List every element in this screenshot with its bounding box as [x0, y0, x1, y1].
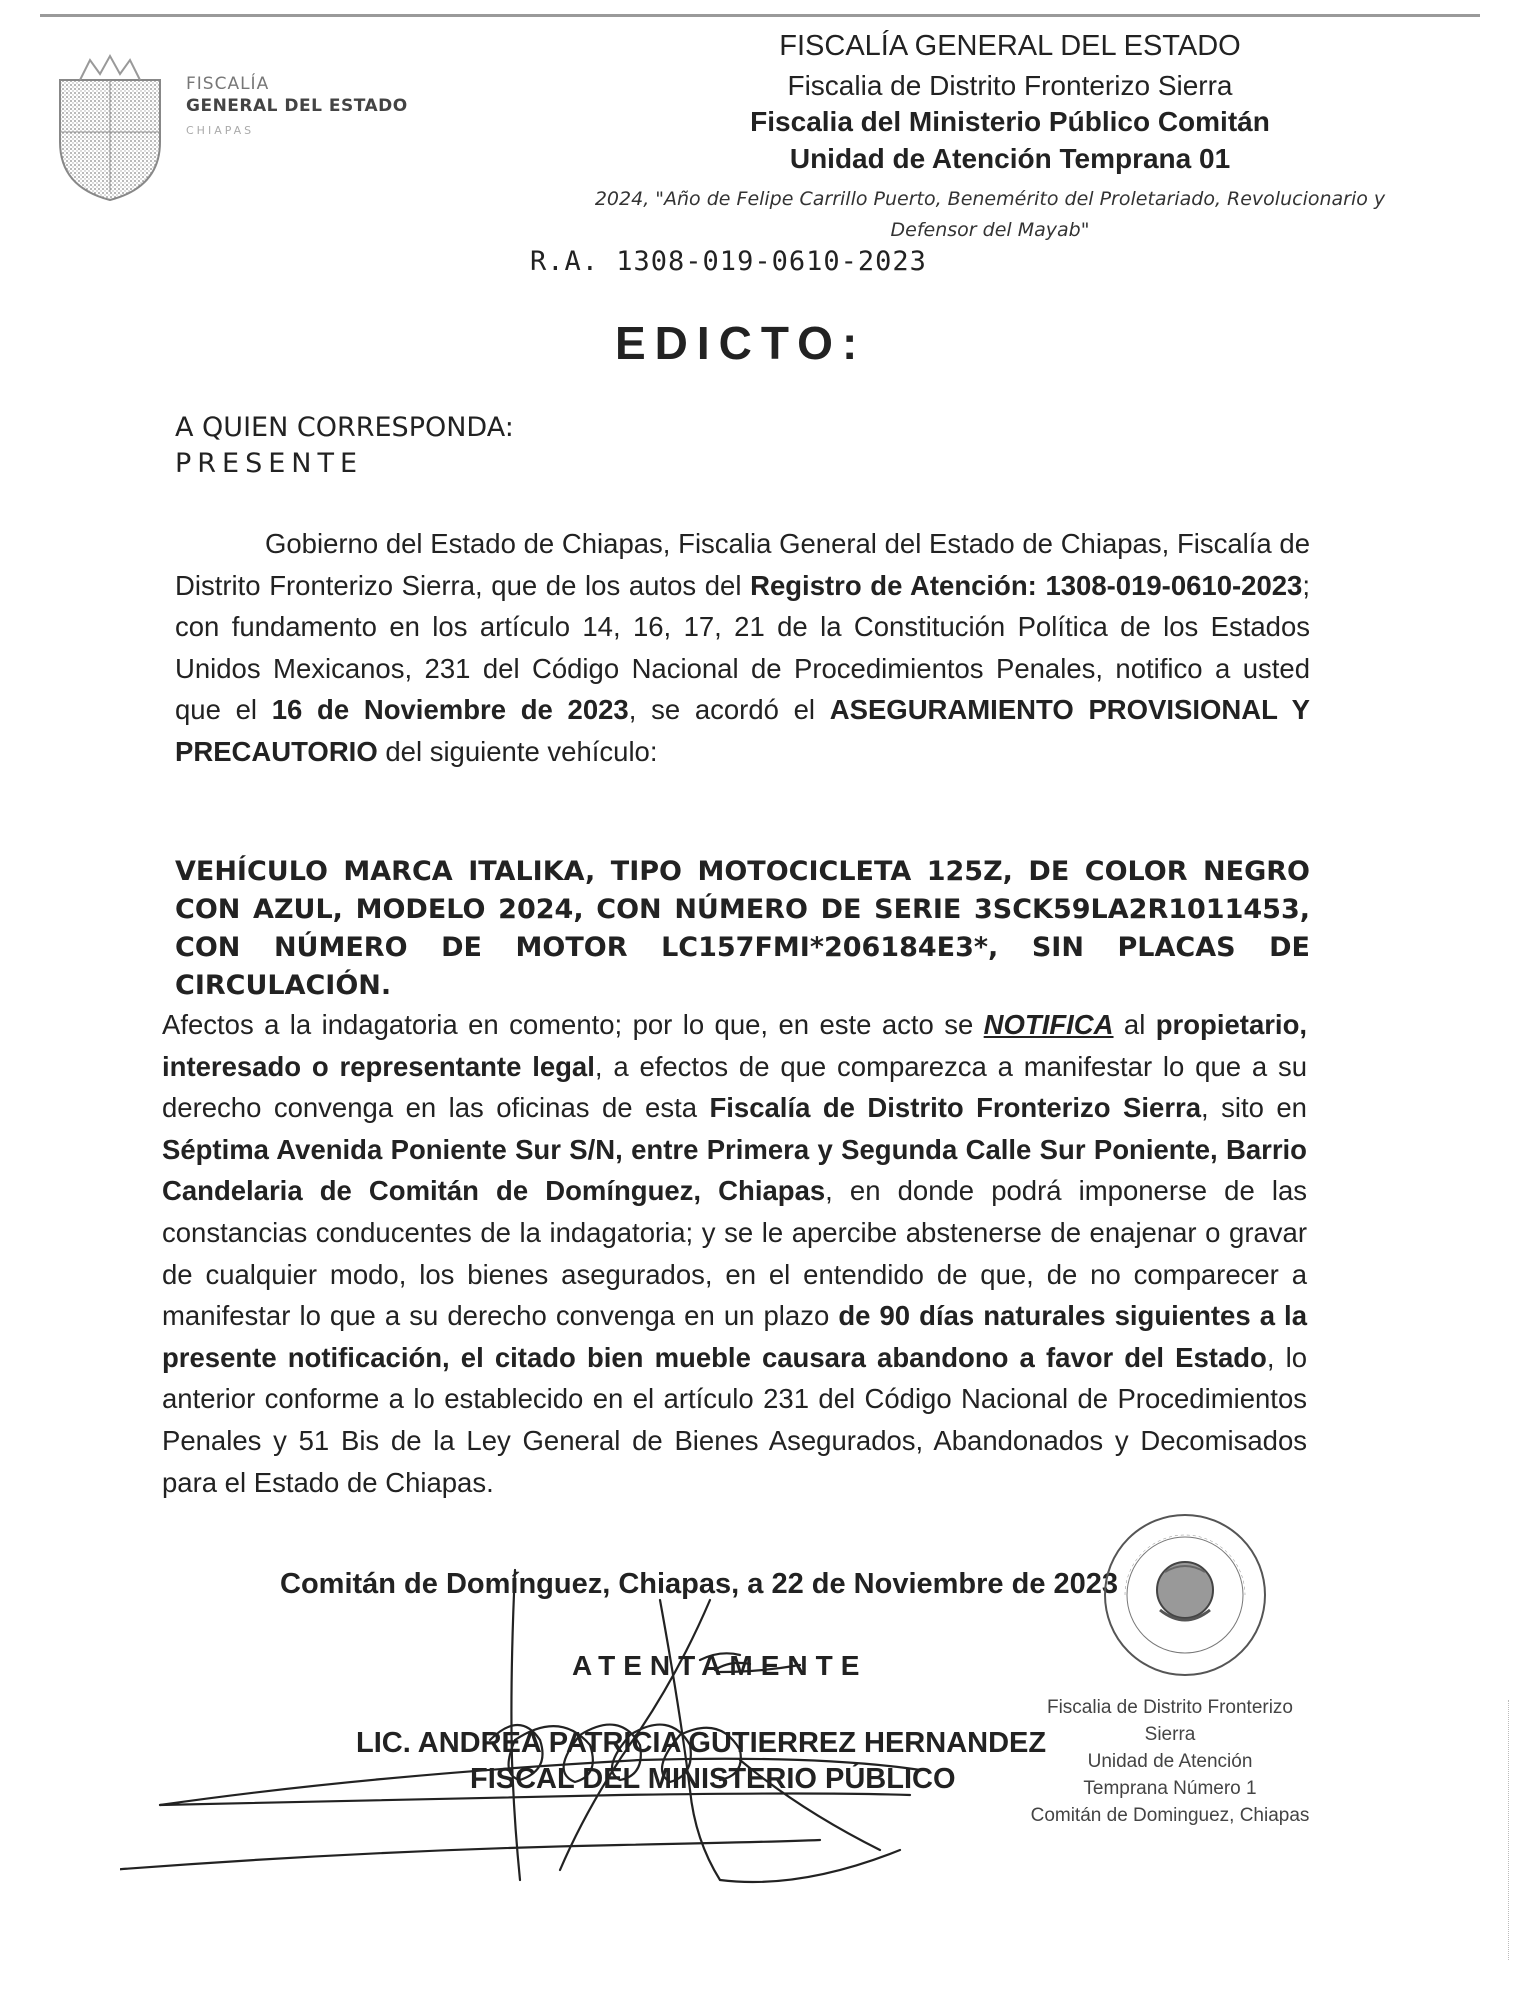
office-stamp-line-4: Temprana Número 1 — [1083, 1778, 1257, 1799]
place-and-date: Comitán de Domínguez, Chiapas, a 22 de Noviembre de 2023 — [280, 1568, 1119, 1600]
header-line-3: Fiscalia del Ministerio Público Comitán — [750, 106, 1270, 137]
paragraph-notice — [175, 523, 1310, 773]
motto-line-1: 2024, "Año de Felipe Carrillo Puerto, Benemérito del Proletariado, Revolucionario y — [594, 188, 1386, 210]
p1-record: Registro de Atención: 1308-019-0610-2023 — [750, 569, 1303, 601]
header-line-1: FISCALÍA GENERAL DEL ESTADO — [779, 30, 1241, 62]
logo-line-2: GENERAL DEL ESTADO — [186, 96, 408, 116]
p1-seizure: ASEGURAMIENTO PROVISIONAL Y PRECAUTORIO — [175, 694, 1310, 767]
record-number: R.A. 1308-019-0610-2023 — [530, 246, 927, 277]
signer-title: FISCAL DEL MINISTERIO PÚBLICO — [470, 1763, 956, 1795]
p3-text-5: , en donde podrá imponerse de las constancias conducentes de la indagatoria; y se le apercibe abstenerse de enajenar o gravar de cualquier modo, los bienes asegurados, en el entendido de que, de no comparecer a manifestar lo que a su derecho convenga en un plazo — [162, 1175, 1308, 1332]
right-edge-marks — [1508, 1700, 1517, 1960]
office-stamp-line-2: Sierra — [1144, 1724, 1196, 1745]
office-stamp-line-5: Comitán de Dominguez, Chiapas — [1030, 1805, 1310, 1826]
logo-wordmark — [186, 74, 408, 137]
vehicle-description: VEHÍCULO MARCA ITALIKA, TIPO MOTOCICLETA 125Z, DE COLOR NEGRO CON AZUL, MODELO 2024, CON NÚMERO DE SERIE 3SCK59LA2R1011453, CON NÚMERO DE MOTOR LC157FMI*206184E3*, SIN PLACAS DE CIRCULACIÓN. — [175, 856, 1310, 1001]
header-line-2: Fiscalia de Distrito Fronterizo Sierra — [787, 70, 1233, 101]
addressee-line-2: PRESENTE — [175, 448, 364, 479]
motto-line-2: Defensor del Mayab" — [890, 219, 1090, 241]
p3-text-3: , a efectos de que comparezca a manifestar lo que a su derecho convenga en las oficinas de esta — [162, 1050, 1308, 1124]
addressee-line-1: A QUIEN CORRESPONDA: — [175, 412, 514, 443]
official-seal-stamp — [1100, 1510, 1270, 1680]
p1-date: 16 de Noviembre de 2023 — [271, 694, 629, 726]
p3-text-4: , sito en — [1201, 1092, 1307, 1124]
document-title: EDICTO: — [615, 317, 867, 369]
p3-notifica: NOTIFICA — [983, 1009, 1114, 1040]
p3-text-1: Afectos a la indagatoria en comento; por lo que, en este acto se — [162, 1009, 984, 1040]
signer-name: LIC. ANDREA PATRICIA GUTIERREZ HERNANDEZ — [356, 1727, 1047, 1759]
p1-text-1: Gobierno del Estado de Chiapas, Fiscalia General del Estado de Chiapas, Fiscalía de Distrito Fronterizo Sierra, que de los autos del — [175, 528, 1310, 601]
p1-text-3: , se acordó el — [628, 694, 830, 726]
office-stamp-line-3: Unidad de Atención — [1087, 1751, 1253, 1772]
p1-text-2: ; con fundamento en los artículo 14, 16, 17, 21 de la Constitución Política de los Estados Unidos Mexicanos, 231 del Código Nacional de Procedimientos Penales, notifico a usted que el — [175, 569, 1310, 726]
addressee — [175, 410, 514, 482]
handwritten-signature — [120, 1560, 1120, 1900]
p3-deadline: de 90 días naturales siguientes a la presente notificación, el citado bien mueble causara abandono a favor del Estado — [162, 1300, 1307, 1373]
paragraph-notification — [162, 1004, 1307, 1503]
p3-text-2: al — [1113, 1009, 1156, 1040]
p1-text-4: del siguiente vehículo: — [377, 735, 658, 767]
year-motto — [540, 184, 1440, 246]
logo-line-3: CHIAPAS — [186, 124, 255, 137]
p3-office: Fiscalía de Distrito Fronterizo Sierra — [709, 1092, 1202, 1124]
p3-owner: propietario, interesado o representante legal — [162, 1009, 1308, 1082]
logo-line-1: FISCALÍA — [186, 74, 270, 94]
header-line-4: Unidad de Atención Temprana 01 — [789, 143, 1231, 174]
top-border-line — [40, 14, 1480, 17]
p3-text-6: , lo anterior conforme a lo establecido en el artículo 231 del Código Nacional de Procedimientos Penales y 51 Bis de la Ley General de Bienes Asegurados, Abandonados y Decomisados para el Estado de Chiapas. — [162, 1341, 1307, 1498]
state-crest-logo — [50, 52, 170, 202]
office-stamp-line-1: Fiscalia de Distrito Fronterizo — [1046, 1697, 1294, 1718]
p3-address: Séptima Avenida Poniente Sur S/N, entre Primera y Segunda Calle Sur Poniente, Barrio Candelaria de Comitán de Domínguez, Chiapas — [162, 1133, 1307, 1207]
closing-atentamente: ATENTAMENTE — [572, 1650, 868, 1681]
